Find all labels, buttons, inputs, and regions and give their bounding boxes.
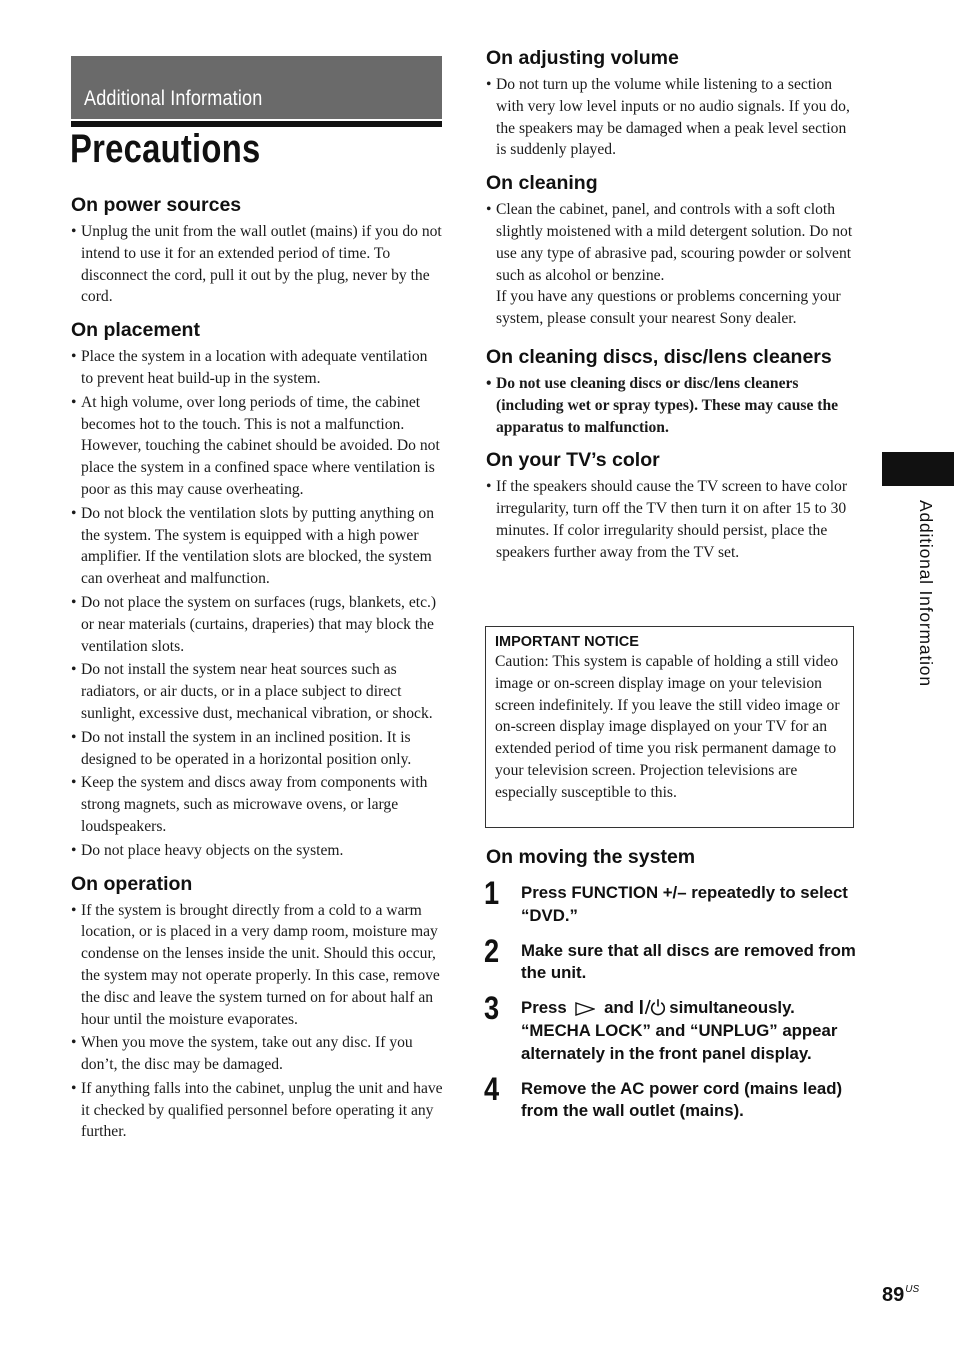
list-item: • Do not block the ventilation slots by putting anything on the system. The system is equipped with a high power amplifier. If the ventilation slots are blocked, the system can overheat and malfunction. (71, 503, 443, 590)
step-number: 2 (484, 932, 500, 969)
step (484, 932, 858, 986)
step-number: 4 (484, 1070, 500, 1107)
step-text-a: Press (521, 998, 567, 1018)
list-item: • Place the system in a location with adequate ventilation to prevent heat build-up in the system. (71, 346, 443, 390)
tv-list (486, 476, 858, 563)
page-title: Precautions (70, 127, 261, 171)
notice-title: IMPORTANT NOTICE (495, 634, 639, 650)
list-item: • Do not install the system in an inclined position. It is designed to be operated in a horizontal position only. (71, 727, 443, 771)
power-section (71, 192, 443, 308)
page-number-suffix: US (905, 1284, 920, 1295)
list-item: • Do not install the system near heat sources such as radiators, or air ducts, or in a place subject to direct sunlight, excessive dust, mechanical vibration, or shock. (71, 659, 443, 724)
cleaning-list (486, 199, 858, 330)
page-number-value: 89 (882, 1284, 905, 1306)
section-banner (71, 56, 442, 119)
list-item (486, 199, 858, 330)
step-text: Press FUNCTION +/– repeatedly to select “DVD.” (521, 883, 848, 925)
power-list (71, 221, 443, 308)
list-item: • When you move the system, take out any disc. If you don’t, the disc may be damaged. (71, 1032, 443, 1076)
right-column (486, 45, 858, 573)
moving-section (486, 844, 858, 1135)
play-icon (575, 1002, 595, 1016)
volume-heading: On adjusting volume (486, 47, 679, 69)
list-item: • Do not turn up the volume while listening to a section with very low level inputs or no audio signals. If you do, the speakers may be damaged when a peak level section is suddenly played. (486, 74, 858, 161)
cleaning-item-extra: If you have any questions or problems concerning your system, please consult your nearest Sony dealer. (496, 288, 841, 328)
operation-heading: On operation (71, 872, 193, 895)
step-number: 3 (484, 990, 500, 1027)
step-text-c: simultaneously. “MECHA LOCK” and “UNPLUG” appear alternately in the front panel display. (521, 998, 838, 1063)
list-item: • Do not use cleaning discs or disc/lens cleaners (including wet or spray types). These may cause the apparatus to malfunction. (486, 373, 858, 438)
step-text: Make sure that all discs are removed from the unit. (521, 940, 856, 983)
power-heading: On power sources (71, 194, 242, 216)
tv-section (486, 447, 858, 563)
volume-list (486, 74, 858, 161)
operation-list (71, 900, 443, 1144)
placement-section (71, 317, 443, 861)
volume-section (486, 45, 858, 161)
discs-list (486, 373, 858, 438)
cleaning-item-text: Clean the cabinet, panel, and controls with a soft cloth slightly moistened with a mild detergent solution. Do not use any type of abrasive pad, scouring powder or solvent such as alcohol or benzine. (496, 201, 853, 284)
tv-heading: On your TV’s color (486, 449, 660, 472)
power-icon (639, 998, 665, 1016)
side-tab-label: Additional Information (916, 500, 936, 687)
step-text-b: and (604, 998, 634, 1018)
page-number (882, 1284, 919, 1307)
cleaning-section (486, 170, 858, 330)
list-item: • Do not place the system on surfaces (rugs, blankets, etc.) or near materials (curtains, draperies) that may block the ventilation slots. (71, 592, 443, 657)
step-number: 1 (484, 875, 500, 911)
step-text: Remove the AC power cord (mains lead) from the wall outlet (mains). (521, 1078, 843, 1121)
left-column (71, 192, 443, 1152)
list-item: • Unplug the unit from the wall outlet (mains) if you do not intend to use it for an extended period of time. To disconnect the cord, pull it out by the plug, never by the cord. (71, 221, 443, 308)
discs-heading: On cleaning discs, disc/lens cleaners (486, 345, 832, 368)
section-label: Additional Information (84, 87, 263, 110)
list-item: • If the system is brought directly from a cold to a warm location, or is placed in a very damp room, moisture may condense on the lenses inside the unit. Should this occur, the system may not operate properly. In this case, remove the disc and leave the system turned on for about half an hour until the moisture evaporates. (71, 900, 443, 1031)
step (484, 990, 858, 1065)
list-item: • Do not place heavy objects on the system. (71, 840, 443, 862)
placement-heading: On placement (71, 319, 200, 342)
side-tab (915, 500, 943, 720)
list-item: • Keep the system and discs away from components with strong magnets, such as microwave ovens, or large loudspeakers. (71, 772, 443, 837)
list-item: • If the speakers should cause the TV screen to have color irregularity, turn off the TV then turn it on after 15 to 30 minutes. If color irregularity should persist, place the speakers further away from the TV set. (486, 476, 858, 563)
notice-text: Caution: This system is capable of holding a still video image or on-screen display image on your television screen indefinitely. If you leave the still video image or on-screen display image displayed on your TV for an extended period of time you risk permanent damage to your television screen. Projection televisions are especially susceptible to this. (495, 653, 840, 801)
placement-list (71, 346, 443, 861)
important-notice-box (485, 626, 854, 828)
discs-section (486, 344, 858, 438)
list-item: • At high volume, over long periods of time, the cabinet becomes hot to the touch. This is not a malfunction. However, touching the cabinet should be avoided. Do not place the system in a confined space where ventilation is poor as this may cause overheating. (71, 392, 443, 501)
list-item: • If anything falls into the cabinet, unplug the unit and have it checked by qualified personnel before operating it any further. (71, 1078, 443, 1143)
side-tab-marker (882, 452, 954, 486)
moving-heading: On moving the system (486, 846, 696, 868)
operation-section (71, 871, 443, 1144)
cleaning-heading: On cleaning (486, 172, 598, 195)
step (484, 875, 858, 928)
step (484, 1070, 858, 1124)
